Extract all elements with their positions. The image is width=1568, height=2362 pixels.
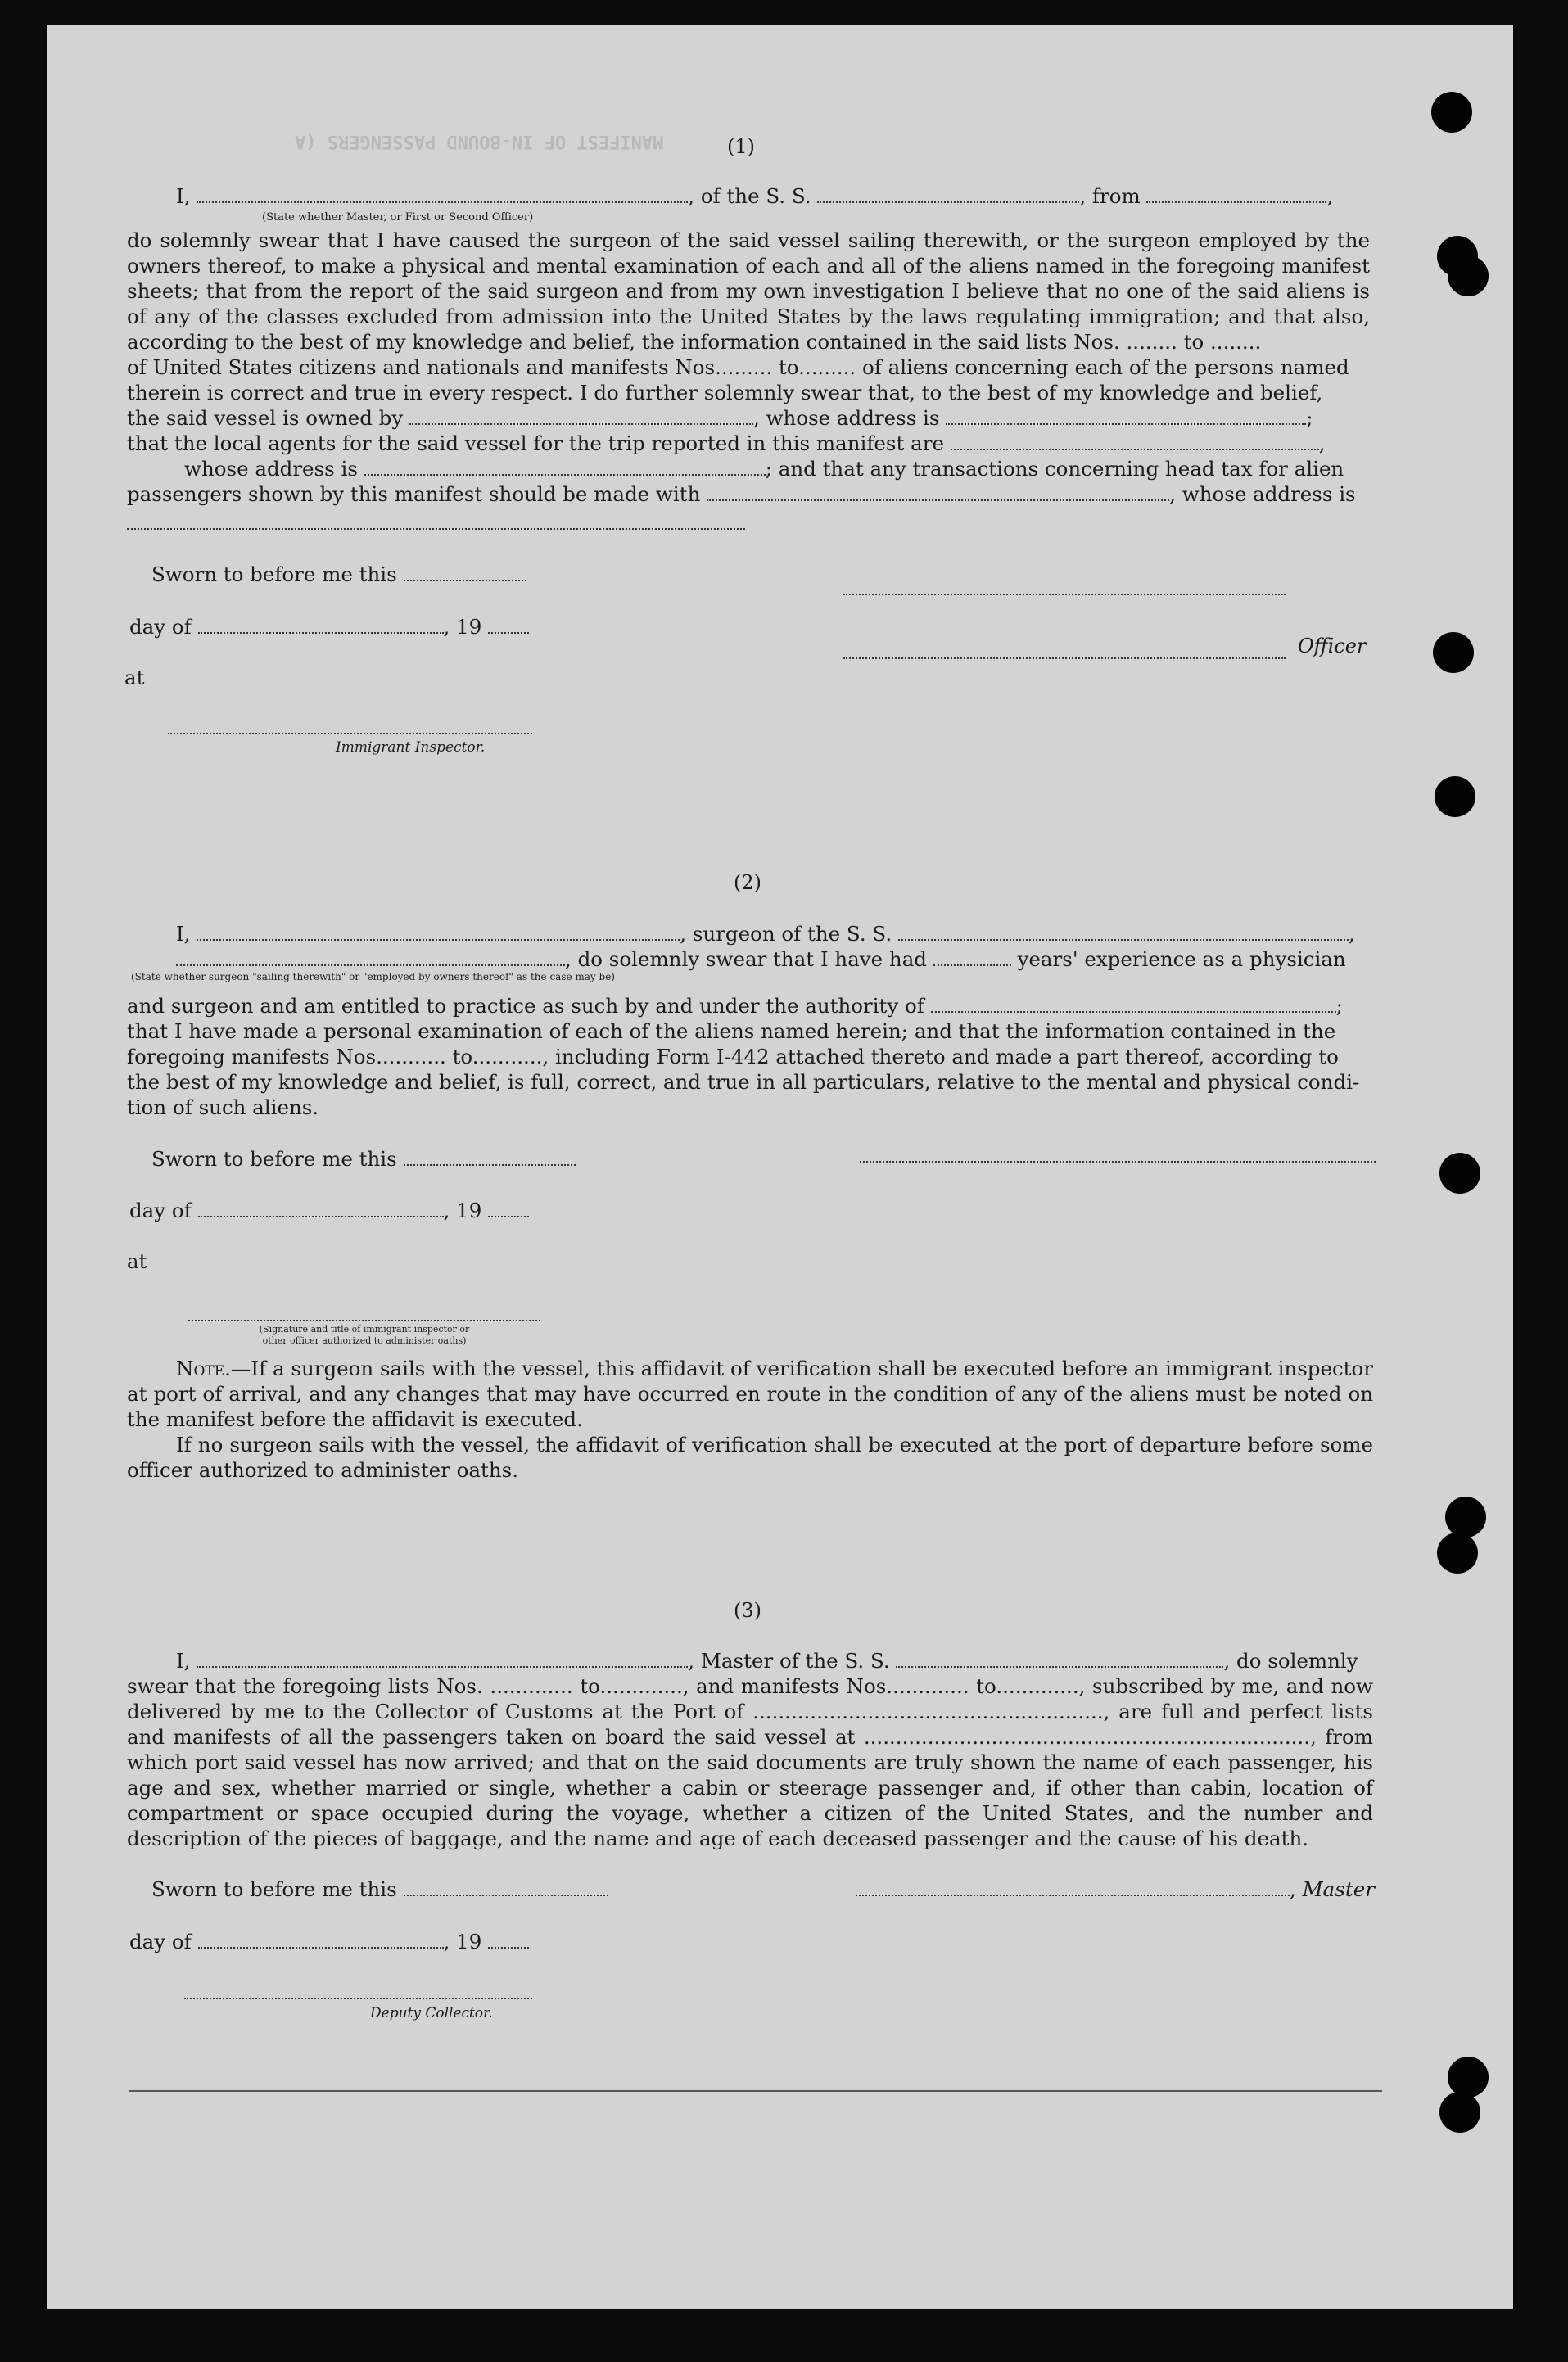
line-tion: tion of such aliens. xyxy=(127,1095,319,1119)
line-passengers: passengers shown by this manifest should be made with , whose address is xyxy=(127,482,1356,506)
head-tax-contact-field[interactable] xyxy=(707,483,1169,501)
officer-line-2[interactable] xyxy=(843,657,1286,659)
line-best: the best of my knowledge and belief, is full, correct, and true in all particulars, relative to the mental and physical condi- xyxy=(127,1070,1360,1094)
section-2-first-line: I, , surgeon of the S. S. , xyxy=(176,922,1355,946)
punch-hole xyxy=(1435,776,1475,817)
officer-label: Officer xyxy=(1298,635,1367,657)
line-exam: that I have made a personal examination of each of the aliens named herein; and that the information contained in the xyxy=(127,1019,1336,1043)
bleed-through-header: MANIFEST OF IN-BOUND PASSENGERS (A xyxy=(295,131,664,151)
rank-caption: (State whether Master, or First or Second Officer) xyxy=(262,211,534,224)
section-1-number: (1) xyxy=(727,135,755,158)
line-foregoing: foregoing manifests Nos........... to..........., including Form I-442 attached thereto and made a part thereof, according to xyxy=(127,1045,1339,1068)
name-field[interactable] xyxy=(197,185,688,203)
section-3-paragraph: swear that the foregoing lists Nos. ............. to............., and manifests Nos............. to............., subscribed by me, and now delivered by me to the Collector of Customs at the Port of ......................................................., are full and perfect lists and manifests of all the passengers taken on board the said vessel at ......................................................................, from which port said vessel has now arrived; and that on the said documents are truly shown the name of each passenger, his age and sex, whether married or single, whether a cabin or steerage passenger and, if other than cabin, location of compartment or space occupied during the voyage, whether a citizen of the United States, and the number and description of the pieces of baggage, and the name and age of each deceased passenger and the cause of his death. xyxy=(127,1674,1373,1850)
sworn-line-2: Sworn to before me this xyxy=(151,1146,576,1172)
surgeon-status-field[interactable] xyxy=(176,948,565,966)
intro-i: I, xyxy=(176,184,191,208)
master-signature-field[interactable] xyxy=(856,1878,1290,1896)
at-line-2: at xyxy=(127,1249,147,1273)
surgeon-signature-line[interactable] xyxy=(860,1161,1376,1163)
sworn-line-3: Sworn to before me this xyxy=(151,1877,608,1902)
section-1-first-line: I, , of the S. S. , from , xyxy=(176,184,1334,208)
section-3-first-line: I, , Master of the S. S. , do solemnly xyxy=(176,1649,1358,1673)
year-field[interactable] xyxy=(488,616,529,634)
punch-hole xyxy=(1431,92,1472,133)
oath-officer-signature-line[interactable] xyxy=(188,1320,540,1321)
line-citizens: of United States citizens and nationals and manifests Nos......... to......... of aliens concerning each of the persons named xyxy=(127,355,1349,379)
day-field[interactable] xyxy=(198,616,444,634)
punch-hole xyxy=(1433,632,1474,673)
officer-line-1[interactable] xyxy=(843,594,1286,595)
at-line-1: at xyxy=(124,666,145,689)
years-field[interactable] xyxy=(933,948,1011,966)
punch-hole xyxy=(1439,2092,1480,2133)
section-2-number: (2) xyxy=(734,871,761,894)
sworn-line-1: Sworn to before me this xyxy=(151,562,526,587)
line-correct: therein is correct and true in every respect. I do further solemnly swear that, to the best of my knowledge and belief, xyxy=(127,381,1323,404)
line-authority: and surgeon and am entitled to practice as such by and under the authority of ; xyxy=(127,994,1343,1018)
master-vessel-field[interactable] xyxy=(896,1650,1223,1668)
master-label: Master xyxy=(1302,1877,1375,1901)
line-local-agents: that the local agents for the said vessel for the trip reported in this manifest are , xyxy=(127,431,1326,455)
punch-hole xyxy=(1437,1533,1478,1574)
from-field[interactable] xyxy=(1146,185,1326,203)
punch-hole xyxy=(1448,2057,1489,2098)
line-owned-by: the said vessel is owned by , whose address is ; xyxy=(127,406,1313,430)
master-signature-line: , Master xyxy=(856,1877,1375,1902)
owner-field[interactable] xyxy=(409,407,753,425)
sworn-date-field-2[interactable] xyxy=(404,1148,576,1166)
sworn-date-field-3[interactable] xyxy=(404,1878,608,1896)
section-2-second-line: , do solemnly swear that I have had years' experience as a physician xyxy=(176,946,1346,972)
year-field-3[interactable] xyxy=(488,1931,529,1949)
oath-caption-1: (Signature and title of immigrant inspector or xyxy=(259,1324,470,1335)
section-1-paragraph: do solemnly swear that I have caused the surgeon of the said vessel sailing therewith, or the surgeon employed by the owners thereof, to make a physical and mental examination of each and all of the aliens named in the foregoing manifest sheets; that from the report of the said surgeon and from my own investigation I believe that no one of the said aliens is of any of the classes excluded from admission into the United States by the laws regulating immigration; and that also, according to the best of my knowledge and belief, the information contained in the said lists Nos. ........ to ........ xyxy=(127,228,1370,354)
collector-caption: Deputy Collector. xyxy=(370,2005,493,2021)
day-line-2: day of , 19 xyxy=(129,1198,529,1223)
line-whose-address: whose address is ; and that any transactions concerning head tax for alien xyxy=(184,457,1344,481)
inspector-signature-line[interactable] xyxy=(168,733,532,734)
agents-address-field[interactable] xyxy=(364,458,766,476)
agents-field[interactable] xyxy=(951,432,1319,450)
section-3-number: (3) xyxy=(734,1599,761,1622)
surgeon-caption: (State whether surgeon "sailing therewith" or "employed by owners thereof" as the case may be) xyxy=(131,971,615,982)
bottom-rule xyxy=(129,2090,1382,2092)
inspector-caption: Immigrant Inspector. xyxy=(336,739,486,756)
day-line-3: day of , 19 xyxy=(129,1929,529,1954)
oath-caption-2: other officer authorized to administer oaths) xyxy=(262,1335,467,1346)
surgeon-name-field[interactable] xyxy=(197,923,680,941)
master-name-field[interactable] xyxy=(197,1650,688,1668)
note-paragraph-2: If no surgeon sails with the vessel, the affidavit of verification shall be executed at the port of departure before some officer authorized to administer oaths. xyxy=(127,1433,1373,1482)
authority-field[interactable] xyxy=(931,995,1336,1013)
note-paragraph: Note.—If a surgeon sails with the vessel, this affidavit of verification shall be executed before an immigrant inspector at port of arrival, and any changes that may have occurred en route in the condition of any of the aliens must be noted on the manifest before the affidavit is executed. xyxy=(127,1357,1373,1431)
address-line[interactable] xyxy=(127,528,745,530)
day-line-1: day of , 19 xyxy=(129,614,529,639)
sworn-date-field[interactable] xyxy=(404,563,526,581)
year-field-2[interactable] xyxy=(488,1199,529,1217)
day-field-2[interactable] xyxy=(198,1199,444,1217)
day-field-3[interactable] xyxy=(198,1931,444,1949)
surgeon-vessel-field[interactable] xyxy=(898,923,1349,941)
collector-signature-line[interactable] xyxy=(184,1998,532,1999)
punch-hole xyxy=(1445,1497,1486,1538)
vessel-field[interactable] xyxy=(817,185,1079,203)
owner-address-field[interactable] xyxy=(946,407,1306,425)
punch-hole xyxy=(1448,255,1489,296)
punch-hole xyxy=(1439,1153,1480,1194)
